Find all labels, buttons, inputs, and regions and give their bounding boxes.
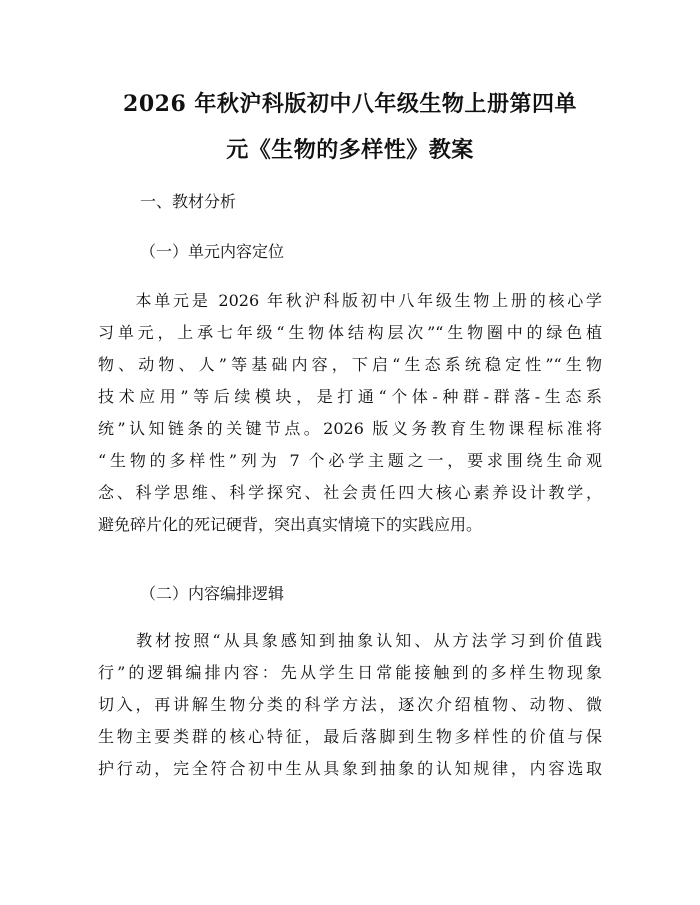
paragraph-line: 物、动物、人”等基础内容，下启“生态系统稳定性”“生物 [98, 355, 602, 374]
document-title-line-2: 元《生物的多样性》教案 [226, 137, 474, 163]
document-title-line-1: 2026 年秋沪科版初中八年级生物上册第四单 [123, 91, 577, 117]
paragraph-line: 切入，再讲解生物分类的科学方法，逐次介绍植物、动物、微 [98, 695, 602, 714]
paragraph-line: 习单元，上承七年级“生物体结构层次”“生物圈中的绿色植 [98, 323, 602, 342]
paragraph-content-logic [98, 625, 602, 785]
subsection-heading-content-logic: （二）内容编排逻辑 [140, 584, 285, 603]
paragraph-line: 教材按照“从具象感知到抽象认知、从方法学习到价值践 [98, 631, 602, 650]
paragraph-line: 念、科学思维、科学探究、社会责任四大核心素养设计教学， [98, 483, 602, 502]
section-heading-textbook-analysis: 一、教材分析 [140, 192, 237, 211]
subsection-heading-unit-positioning: （一）单元内容定位 [140, 242, 285, 261]
paragraph-line: “生物的多样性”列为 7 个必学主题之一，要求围绕生命观 [98, 451, 602, 470]
paragraph-line: 避免碎片化的死记硬背，突出真实情境下的实践应用。 [98, 515, 483, 534]
paragraph-line: 技术应用”等后续模块，是打通“个体-种群-群落-生态系 [98, 387, 602, 406]
paragraph-line: 生物主要类群的核心特征，最后落脚到生物多样性的价值与保 [98, 727, 602, 746]
paragraph-line: 本单元是 2026 年秋沪科版初中八年级生物上册的核心学 [98, 291, 602, 310]
paragraph-line: 护行动，完全符合初中生从具象到抽象的认知规律，内容选取 [98, 759, 602, 778]
paragraph-line: 行”的逻辑编排内容：先从学生日常能接触到的多样生物现象 [98, 663, 602, 682]
paragraph-unit-positioning [98, 285, 602, 541]
paragraph-line: 统”认知链条的关键节点。2026 版义务教育生物课程标准将 [98, 419, 602, 438]
